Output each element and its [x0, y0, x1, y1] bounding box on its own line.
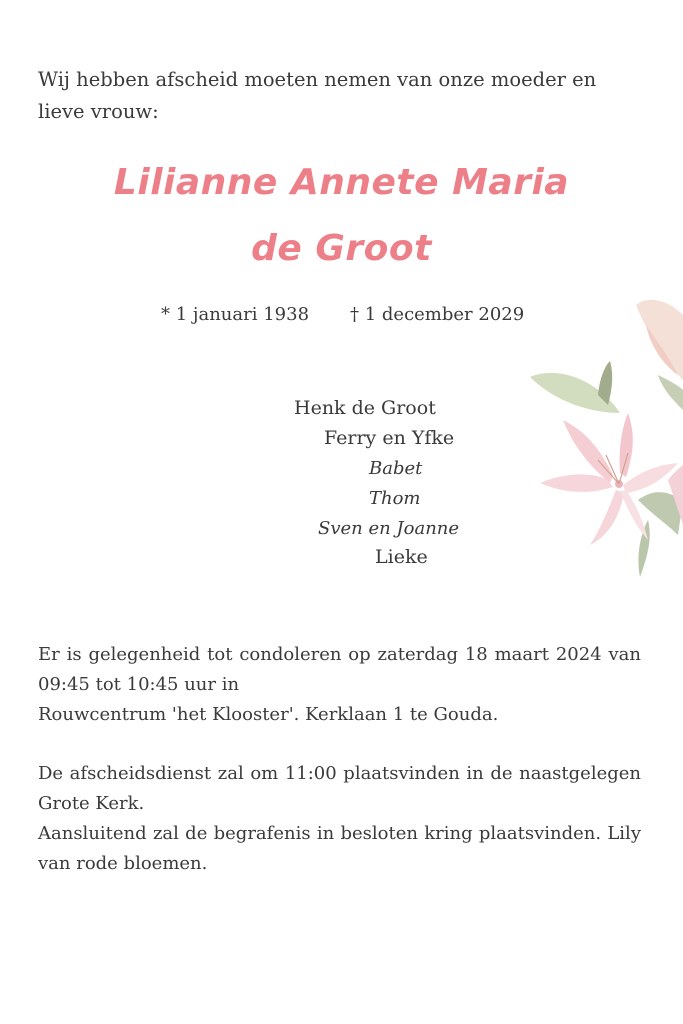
service-line1: De afscheidsdienst zal om 11:00 plaatsvinden in de naastgelegen Grote Kerk. [38, 763, 641, 814]
death-date: † 1 december 2029 [350, 304, 525, 325]
family-member: Sven en Joanne [318, 518, 460, 539]
family-member: Ferry en Yfke [324, 427, 455, 449]
deceased-name-line1: Lilianne Annete Maria [113, 162, 570, 203]
family-member: Henk de Groot [294, 397, 436, 419]
service-info [38, 759, 641, 879]
service-line2: Aansluitend zal de begrafenis in besloten kring plaatsvinden. Lily van rode bloemen. [38, 823, 641, 874]
family-member: Thom [369, 488, 421, 509]
condolence-line2: Rouwcentrum 'het Klooster'. Kerklaan 1 te Gouda. [38, 704, 499, 725]
intro-text: Wij hebben afscheid moeten nemen van onze moeder en lieve vrouw: [38, 68, 597, 123]
deceased-name-line2: de Groot [251, 228, 432, 269]
birth-date: * 1 januari 1938 [161, 304, 310, 325]
family-member: Lieke [375, 546, 428, 568]
condolence-line1: Er is gelegenheid tot condoleren op zaterdag 18 maart 2024 van 09:45 tot 10:45 uur in [38, 644, 641, 695]
family-member: Babet [369, 458, 423, 479]
condolence-info [38, 640, 641, 730]
lily-flower-illustration [528, 295, 683, 580]
